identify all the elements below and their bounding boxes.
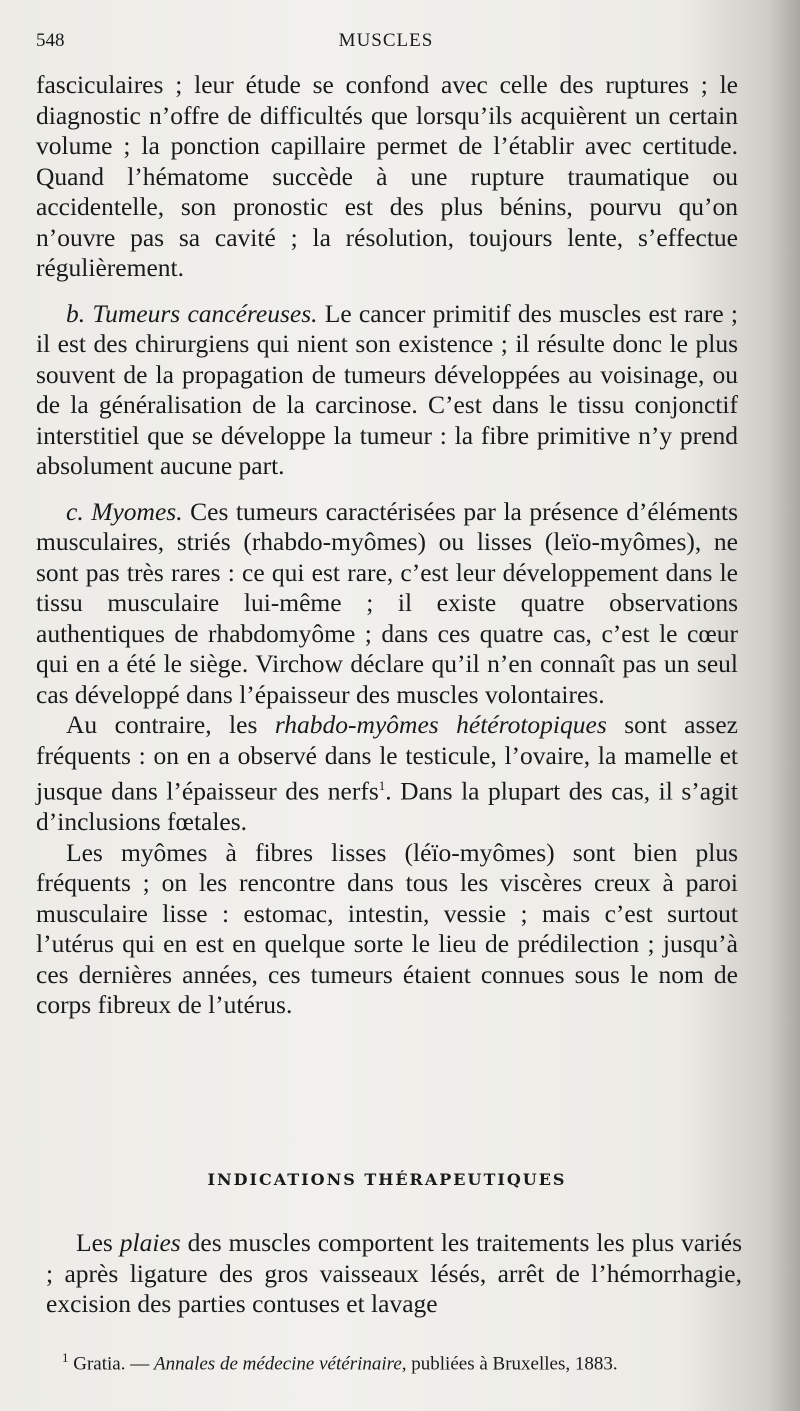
paragraph-plaies xyxy=(46,1228,742,1320)
paragraph-rhabdo-myomes xyxy=(36,710,738,838)
paragraph-text: Ces tumeurs caractérisées par la présence d’éléments musculaires, striés (rhabdo-myômes) ou lisses (leïo-myômes), ne sont pas très rares : ce qui est rare, c’est leur développement dans le tissu musculaire lui-même ; il existe quatre observations authentiques de rhabdomyôme ; dans ces quatre cas, c’est le cœur qui en a été le siège. Virchow déclare qu’il n’en connaît pas un seul cas développé dans l’épaisseur des muscles volontaires. xyxy=(36,496,738,709)
footnote-journal: Annales de médecine vétérinaire xyxy=(153,1353,402,1375)
section-heading: INDICATIONS THÉRAPEUTIQUES xyxy=(207,1170,567,1189)
section-text xyxy=(46,1228,742,1320)
paragraph-hematome: fasciculaires ; leur étude se confond avec celle des ruptures ; le diagnostic n’offre de difficultés que lorsqu’ils acquièrent un certain volume ; la ponction capillaire permet de l’établir avec certitude. Quand l’hématome succède à une rupture traumatique ou accidentelle, son pronostic est des plus bénins, pourvu qu’on n’ouvre pas sa cavité ; la résolution, toujours lente, s’effectue régulièrement. xyxy=(36,70,738,282)
paragraph-leio-myomes: Les myômes à fibres lisses (léïo-myômes) sont bien plus fréquents ; on les rencontre dans tous les viscères creux à paroi musculaire lisse : estomac, intestin, vessie ; mais c’est surtout l’utérus qui en est en quelque sorte le lieu de prédilection ; jusqu’à ces dernières années, ces tumeurs étaient connues sous le nom de corps fibreux de l’utérus. xyxy=(36,837,738,1019)
page-number: 548 xyxy=(36,30,65,51)
footnote-author: Gratia. — xyxy=(68,1353,154,1375)
paragraph-text: Au contraire, les xyxy=(66,710,275,739)
emphasis-text: plaies xyxy=(119,1228,181,1257)
paragraph-label: c. Myomes. xyxy=(66,496,183,526)
paragraph-text: Le cancer primitif des muscles est rare ; il est des chirurgiens qui nient son existence ; il résulte donc le plus souvent de la propagation de tumeurs développées au voisinage, ou de la généralisation de la carcinose. C’est dans le tissu conjonctif interstitiel que se développe la tumeur : la fibre primitive n’y prend absolument aucune part. xyxy=(36,298,738,480)
main-text xyxy=(36,70,738,1021)
paragraph-text: Les xyxy=(76,1228,120,1257)
emphasis-text: rhabdo-myômes hétérotopiques xyxy=(274,710,607,739)
paragraph-tumeurs-cancereuses xyxy=(36,299,738,482)
paragraph-text: des muscles comportent les traitements les plus variés ; après ligature des gros vaisseaux lésés, arrêt de l’hémorrhagie, excision des parties contuses et lavage xyxy=(46,1228,742,1318)
page-header xyxy=(36,30,736,60)
paragraph-text: sont assez fréquents : on en a observé dans le testicule, l’ovaire, la mamelle et jusque dans l’épaisseur des nerfs xyxy=(36,710,738,806)
paragraph-myomes xyxy=(36,497,738,711)
footnote-reference: 1 xyxy=(378,778,386,793)
footnote-text: , publiées à Bruxelles, 1883. xyxy=(401,1353,618,1375)
footnote-marker: 1 xyxy=(62,1350,69,1365)
running-title: MUSCLES xyxy=(338,30,434,51)
footnote xyxy=(62,1350,752,1375)
paragraph-text: . Dans la plupart des cas, il s’agit d’inclusions fœtales. xyxy=(36,776,738,836)
paragraph-label: b. Tumeurs cancéreuses. xyxy=(66,298,318,328)
